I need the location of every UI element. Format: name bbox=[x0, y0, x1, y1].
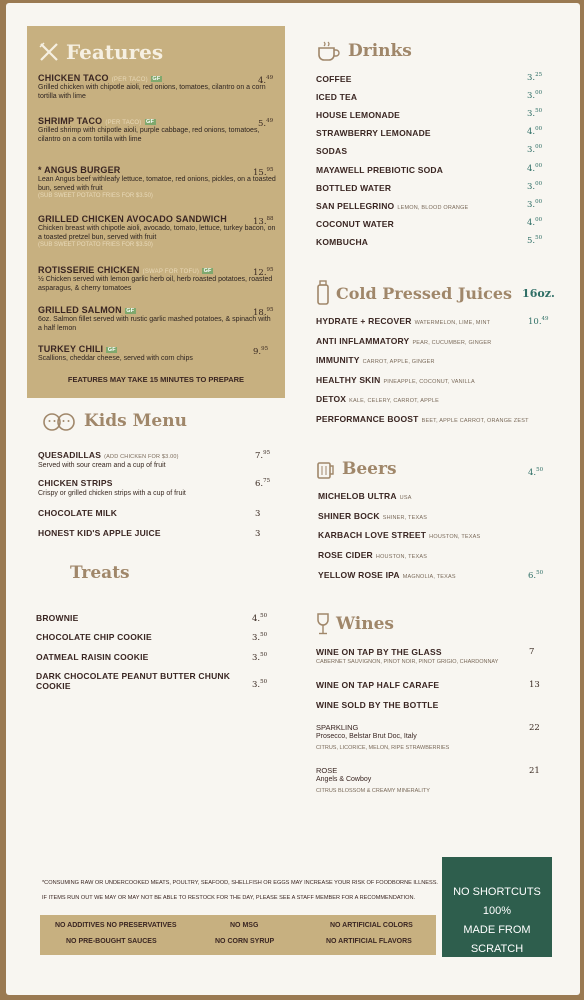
feature-name-text: ROTISSERIE CHICKEN bbox=[38, 265, 140, 275]
feature-name-text: CHICKEN TACO bbox=[38, 73, 109, 83]
juice-bottle-icon bbox=[316, 280, 330, 306]
feature-sub-note: (SUB SWEET POTATO FRIES FOR $3.50) bbox=[38, 193, 153, 199]
footer-no-artificial-colors: NO ARTIFICIAL COLORS bbox=[330, 922, 413, 929]
kids-item-name: CHOCOLATE MILK bbox=[38, 508, 118, 518]
feature-price-main: 18. bbox=[253, 307, 267, 318]
beers-price: 4.50 bbox=[528, 467, 544, 478]
feature-price bbox=[258, 118, 273, 129]
feature-price bbox=[253, 267, 274, 278]
drink-item bbox=[316, 219, 394, 229]
kids-item-price-main: 3 bbox=[255, 528, 261, 539]
drink-item-price bbox=[527, 144, 542, 155]
beer-item-name: ROSE CIDER bbox=[318, 550, 373, 561]
beer-item-origin: SHINER, TEXAS bbox=[382, 514, 428, 521]
juice-item-name: HEALTHY SKIN bbox=[316, 374, 381, 385]
juice-item-name: ANTI INFLAMMATORY bbox=[316, 335, 410, 346]
kids-item-name: QUESADILLAS bbox=[38, 450, 102, 460]
wine-sparkling-price: 22 bbox=[529, 723, 540, 733]
wine-rose-name: Angels & Cowboy bbox=[316, 776, 372, 783]
treat-item-price bbox=[252, 632, 267, 643]
beer-item-name: YELLOW ROSE IPA bbox=[318, 569, 400, 580]
juice-item-name: HYDRATE + RECOVER bbox=[316, 316, 412, 326]
wine-glass-icon bbox=[316, 612, 330, 636]
feature-name-text: GRILLED SALMON bbox=[38, 305, 122, 315]
kids-item bbox=[38, 450, 179, 460]
wine-tap-carafe-price: 13 bbox=[529, 680, 540, 690]
drink-item-price-main: 3. bbox=[527, 181, 536, 192]
drink-item bbox=[316, 92, 357, 102]
badge-line-2: 100% bbox=[482, 905, 512, 917]
wine-tap-glass: WINE ON TAP BY THE GLASS bbox=[316, 647, 442, 657]
beers-title: Beers bbox=[342, 459, 397, 479]
treats-title: Treats bbox=[70, 563, 130, 583]
feature-note: (SWAP FOR TOFU) bbox=[142, 269, 200, 275]
gluten-free-badge: GF bbox=[107, 347, 116, 353]
drink-item-price bbox=[527, 235, 542, 246]
drink-item-price bbox=[527, 72, 542, 83]
juice-item bbox=[316, 414, 529, 424]
wines-title: Wines bbox=[336, 614, 394, 634]
kids-item bbox=[38, 478, 113, 488]
feature-price-main: 4. bbox=[258, 75, 267, 86]
wine-rose-note: CITRUS BLOSSOM & CREAMY MINERALITY bbox=[316, 788, 430, 794]
drinks-heading bbox=[316, 40, 412, 62]
footer-no-msg: NO MSG bbox=[230, 922, 259, 929]
beer-item-origin: HOUSTON, TEXAS bbox=[429, 534, 481, 541]
treat-item-price bbox=[252, 679, 267, 690]
wine-by-bottle: WINE SOLD BY THE BOTTLE bbox=[316, 700, 439, 710]
feature-item bbox=[38, 305, 276, 333]
kids-item-price-main: 3 bbox=[255, 508, 261, 519]
feature-price-cents: 49 bbox=[266, 75, 274, 81]
treat-item-price bbox=[252, 613, 267, 624]
kids-item-price-cents: 75 bbox=[263, 478, 271, 484]
juice-item-ingredients: PINEAPPLE, COCONUT, VANILLA bbox=[383, 378, 475, 385]
feature-description: Scallions, cheddar cheese, served with corn chips bbox=[38, 355, 193, 362]
kids-item-price bbox=[255, 450, 270, 461]
kids-item-description: Crispy or grilled chicken strips with a cup of fruit bbox=[38, 490, 186, 497]
drink-item-price-main: 3. bbox=[527, 145, 536, 156]
juice-item-ingredients: KALE, CELERY, CARROT, APPLE bbox=[349, 398, 440, 404]
kids-item-price-main: 6. bbox=[255, 478, 264, 489]
wine-tap-carafe: WINE ON TAP HALF CARAFE bbox=[316, 680, 440, 690]
drink-item-price-cents: 00 bbox=[535, 126, 543, 133]
drink-item-name: KOMBUCHA bbox=[316, 236, 369, 247]
drink-item-price-main: 4. bbox=[527, 163, 536, 174]
gluten-free-badge: GF bbox=[146, 119, 155, 125]
beer-item-name: MICHELOB ULTRA bbox=[318, 491, 397, 501]
drink-item-price-cents: 50 bbox=[535, 234, 543, 241]
kids-item-price-cents: 95 bbox=[263, 450, 271, 456]
beer-item-name: SHINER BOCK bbox=[318, 510, 380, 521]
juice-item-ingredients: CARROT, APPLE, GINGER bbox=[362, 359, 435, 365]
coffee-cup-icon bbox=[316, 40, 342, 62]
feature-item bbox=[38, 165, 276, 199]
drink-item-price bbox=[527, 217, 542, 228]
feature-price-main: 5. bbox=[258, 118, 267, 129]
features-heading bbox=[38, 40, 163, 64]
feature-name bbox=[38, 214, 276, 224]
drink-item bbox=[316, 146, 347, 156]
feature-item bbox=[38, 265, 276, 293]
treat-item-price-main: 3. bbox=[252, 679, 261, 690]
beers-heading bbox=[316, 458, 397, 480]
treat-item-price-main: 3. bbox=[252, 632, 261, 643]
drink-item-price bbox=[527, 163, 542, 174]
wine-tap-glass-price: 7 bbox=[529, 647, 535, 657]
feature-item bbox=[38, 214, 276, 248]
kids-item-price bbox=[255, 508, 260, 519]
beer-item-origin: USA bbox=[399, 495, 412, 501]
gluten-free-badge: GF bbox=[203, 268, 212, 274]
feature-price-main: 15. bbox=[253, 167, 267, 178]
feature-price-cents: 88 bbox=[266, 216, 274, 222]
kids-item bbox=[38, 528, 161, 538]
drink-item bbox=[316, 74, 352, 84]
drink-item-price bbox=[527, 90, 542, 101]
feature-name bbox=[38, 305, 276, 315]
feature-price bbox=[253, 307, 274, 318]
no-shortcuts-badge bbox=[442, 857, 552, 957]
wine-rose-label: ROSE bbox=[316, 766, 338, 775]
footer-no-prebought: NO PRE-BOUGHT SAUCES bbox=[66, 938, 157, 945]
treat-item-price-main: 3. bbox=[252, 652, 261, 663]
drink-item-price-cents: 25 bbox=[535, 72, 543, 78]
beer-mug-icon bbox=[316, 458, 336, 480]
juices-title: Cold Pressed Juices bbox=[336, 283, 513, 303]
drink-item-price-cents: 00 bbox=[535, 144, 543, 151]
juice-item-name: DETOX bbox=[316, 394, 347, 404]
juice-item bbox=[316, 355, 435, 365]
treat-item-name: OATMEAL RAISIN COOKIE bbox=[36, 652, 149, 662]
juice-item bbox=[316, 375, 475, 385]
kids-item-name: CHICKEN STRIPS bbox=[38, 478, 113, 488]
juice-item-name: PERFORMANCE BOOST bbox=[316, 413, 419, 424]
feature-item bbox=[38, 344, 276, 363]
drink-item-price-cents: 00 bbox=[535, 180, 543, 187]
beer-item-origin: HOUSTON, TEXAS bbox=[375, 554, 428, 561]
beer-item bbox=[318, 530, 480, 540]
footer-no-corn-syrup: NO CORN SYRUP bbox=[215, 938, 275, 945]
juice-item-ingredients: BEET, APPLE CARROT, ORANGE ZEST bbox=[421, 417, 529, 424]
drink-item-price-cents: 50 bbox=[535, 108, 543, 115]
drink-item bbox=[316, 237, 368, 247]
drink-item bbox=[316, 201, 468, 211]
drink-item-price bbox=[527, 126, 542, 137]
feature-name-text: * ANGUS BURGER bbox=[38, 165, 121, 175]
wines-heading bbox=[316, 612, 394, 636]
feature-description: Chicken breast with chipotle aioli, avocado, tomato, lettuce, turkey bacon, on a toasted pretzel bun, served with fruit bbox=[38, 225, 276, 241]
feature-description: Grilled shrimp with chipotle aioli, purple cabbage, red onions, tomatoes, cilantro on a corn tortilla with lime bbox=[38, 127, 260, 143]
drink-item bbox=[316, 165, 443, 175]
drink-item-price bbox=[527, 108, 542, 119]
beer-item bbox=[318, 550, 427, 560]
feature-name bbox=[38, 265, 276, 275]
drink-item-price-cents: 00 bbox=[535, 198, 543, 205]
feature-name-text: TURKEY CHILI bbox=[38, 344, 104, 354]
gluten-free-badge: GF bbox=[152, 76, 161, 82]
disclaimer-raw-food: *CONSUMING RAW OR UNDERCOOKED MEATS, POULTRY, SEAFOOD, SHELLFISH OR EGGS MAY INCREASE YOUR RISK OF FOODBORNE ILLNESS. bbox=[42, 880, 438, 886]
drink-item-price-main: 3. bbox=[527, 109, 536, 120]
feature-price-cents: 95 bbox=[266, 307, 274, 313]
treat-item-name: CHOCOLATE CHIP COOKIE bbox=[36, 632, 152, 642]
juice-item bbox=[316, 336, 491, 346]
juices-heading bbox=[316, 280, 555, 306]
feature-price bbox=[253, 167, 274, 178]
wine-sparkling-label: SPARKLING bbox=[316, 723, 359, 732]
juice-item bbox=[316, 316, 490, 326]
feature-name bbox=[38, 73, 276, 83]
drink-item-name: COCONUT WATER bbox=[316, 218, 394, 229]
drink-item-name: COFFEE bbox=[316, 74, 352, 84]
feature-sub-note: (SUB SWEET POTATO FRIES FOR $3.50) bbox=[38, 242, 153, 248]
features-prep-note: FEATURES MAY TAKE 15 MINUTES TO PREPARE bbox=[67, 375, 245, 384]
wine-sparkling-name: Prosecco, Belstar Brut Doc, Italy bbox=[316, 733, 417, 740]
juices-size: 16oz. bbox=[522, 286, 555, 300]
drink-item-price-main: 3. bbox=[527, 90, 536, 101]
wine-rose-price: 21 bbox=[529, 766, 540, 776]
drink-item-price-main: 3. bbox=[527, 72, 536, 83]
drink-item-price-main: 4. bbox=[527, 127, 536, 138]
kids-item-price-main: 7. bbox=[255, 450, 264, 461]
drink-item bbox=[316, 128, 431, 138]
footer-no-additives: NO ADDITIVES NO PRESERVATIVES bbox=[55, 922, 177, 929]
feature-name bbox=[38, 344, 276, 354]
juice-item bbox=[316, 394, 439, 404]
wine-tap-glass-note: CABERNET SAUVIGNON, PINOT NOIR, PINOT GRIGIO, CHARDONNAY bbox=[316, 659, 499, 665]
drink-item-price-main: 5. bbox=[527, 235, 536, 246]
feature-price-cents: 95 bbox=[261, 346, 269, 352]
feature-price bbox=[258, 75, 273, 86]
kids-menu-heading bbox=[40, 410, 187, 432]
feature-item bbox=[38, 73, 276, 101]
feature-description: Grilled chicken with chipotle aioli, red onions, tomatoes, cilantro on a corn tortilla with lime bbox=[38, 84, 266, 100]
drink-item-price-cents: 00 bbox=[535, 216, 543, 223]
feature-name-text: GRILLED CHICKEN AVOCADO SANDWICH bbox=[38, 214, 227, 224]
drinks-title: Drinks bbox=[348, 41, 412, 61]
drink-item bbox=[316, 183, 391, 193]
treat-item-price-cents: 50 bbox=[260, 679, 268, 685]
feature-price-cents: 95 bbox=[266, 267, 274, 273]
treat-item-name: DARK CHOCOLATE PEANUT BUTTER CHUNK bbox=[36, 671, 231, 681]
drink-item-note: LEMON, BLOOD ORANGE bbox=[397, 204, 469, 211]
juice-item-ingredients: PEAR, CUCUMBER, GINGER bbox=[412, 339, 492, 346]
drink-item-price-cents: 00 bbox=[535, 90, 543, 97]
kids-menu-title: Kids Menu bbox=[84, 411, 187, 431]
feature-name bbox=[38, 165, 276, 175]
beer-item bbox=[318, 570, 456, 580]
kids-item bbox=[38, 508, 117, 518]
drink-item-price-cents: 00 bbox=[535, 162, 543, 169]
ipa-price: 6.50 bbox=[528, 570, 544, 581]
feature-description: ½ Chicken served with lemon garlic herb oil, herb roasted potatoes, roasted asparagus, & cherry tomatoes bbox=[38, 276, 273, 292]
drink-item-price-main: 4. bbox=[527, 217, 536, 228]
feature-price bbox=[253, 216, 274, 227]
treat-item-name: BROWNIE bbox=[36, 613, 79, 623]
beer-item-origin: MAGNOLIA, TEXAS bbox=[402, 573, 456, 580]
feature-price-main: 13. bbox=[253, 216, 267, 227]
feature-description: Lean Angus beef withleafy lettuce, tomatoe, red onions, pickles, on a toasted bun, served with fruit bbox=[38, 176, 276, 192]
feature-note: (PER TACO) bbox=[111, 77, 148, 83]
no-additives-band bbox=[40, 915, 436, 955]
drink-item-price-main: 3. bbox=[527, 199, 536, 210]
treat-item-price-cents: 50 bbox=[260, 632, 268, 638]
feature-price-cents: 49 bbox=[266, 118, 274, 124]
treat-item-price bbox=[252, 652, 267, 663]
treats-heading bbox=[70, 563, 130, 583]
feature-price-main: 9. bbox=[253, 346, 262, 357]
drink-item-price bbox=[527, 199, 542, 210]
kids-item-price bbox=[255, 478, 270, 489]
wine-sparkling-note: CITRUS, LICORICE, MELON, RIPE STRAWBERRIES bbox=[316, 745, 450, 751]
treat-item-name-line2: COOKIE bbox=[36, 681, 71, 691]
badge-line-1: NO SHORTCUTS bbox=[453, 886, 541, 898]
gluten-free-badge: GF bbox=[126, 308, 135, 314]
feature-name-text: SHRIMP TACO bbox=[38, 116, 103, 126]
badge-line-3: MADE FROM SCRATCH bbox=[463, 924, 531, 955]
drink-item-name: MAYAWELL PREBIOTIC SODA bbox=[316, 164, 444, 175]
feature-price-main: 12. bbox=[253, 267, 267, 278]
drink-item-name: SAN PELLEGRINO bbox=[316, 200, 395, 211]
feature-price bbox=[253, 346, 268, 357]
beer-item bbox=[318, 491, 412, 501]
beer-item bbox=[318, 511, 427, 521]
drink-item bbox=[316, 110, 400, 120]
feature-item bbox=[38, 116, 276, 144]
beer-item-name: KARBACH LOVE STREET bbox=[318, 530, 427, 541]
drink-item-name: SODAS bbox=[316, 146, 348, 157]
feature-note: (PER TACO) bbox=[105, 120, 142, 126]
disclaimer-restock: IF ITEMS RUN OUT WE MAY OR MAY NOT BE ABLE TO RESTOCK FOR THE DAY, PLEASE SEE A STAFF MEMBER FOR A RECOMMENDATION. bbox=[42, 895, 416, 901]
drink-item-name: BOTTLED WATER bbox=[316, 182, 392, 193]
juices-price: 10.49 bbox=[528, 316, 549, 327]
treat-item-price-cents: 50 bbox=[260, 613, 268, 619]
feature-price-cents: 95 bbox=[266, 167, 274, 173]
drink-item-name: HOUSE LEMONADE bbox=[316, 110, 401, 121]
juice-item-name: IMMUNITY bbox=[316, 355, 360, 365]
kids-item-price bbox=[255, 528, 260, 539]
drink-item-price bbox=[527, 181, 542, 192]
treat-item-price-main: 4. bbox=[252, 613, 261, 624]
kids-item-description: Served with sour cream and a cup of fruit bbox=[38, 462, 166, 469]
kids-item-name: HONEST KID'S APPLE JUICE bbox=[38, 528, 161, 538]
drink-item-name: STRAWBERRY LEMONADE bbox=[316, 128, 431, 139]
features-title: Features bbox=[66, 40, 164, 64]
feature-description: 6oz. Salmon fillet served with rustic garlic mashed potatoes, & spinach with a half lemon bbox=[38, 316, 271, 332]
fork-knife-icon bbox=[38, 41, 60, 63]
drink-item-name: ICED TEA bbox=[316, 92, 358, 103]
treat-item-price-cents: 50 bbox=[260, 652, 268, 658]
kids-item-note: (ADD CHICKEN FOR $3.00) bbox=[104, 454, 179, 460]
kids-faces-icon bbox=[40, 410, 78, 432]
juice-item-ingredients: WATERMELON, LIME, MINT bbox=[414, 320, 491, 326]
feature-name bbox=[38, 116, 276, 126]
footer-no-artificial-flavors: NO ARTIFICIAL FLAVORS bbox=[326, 938, 412, 945]
